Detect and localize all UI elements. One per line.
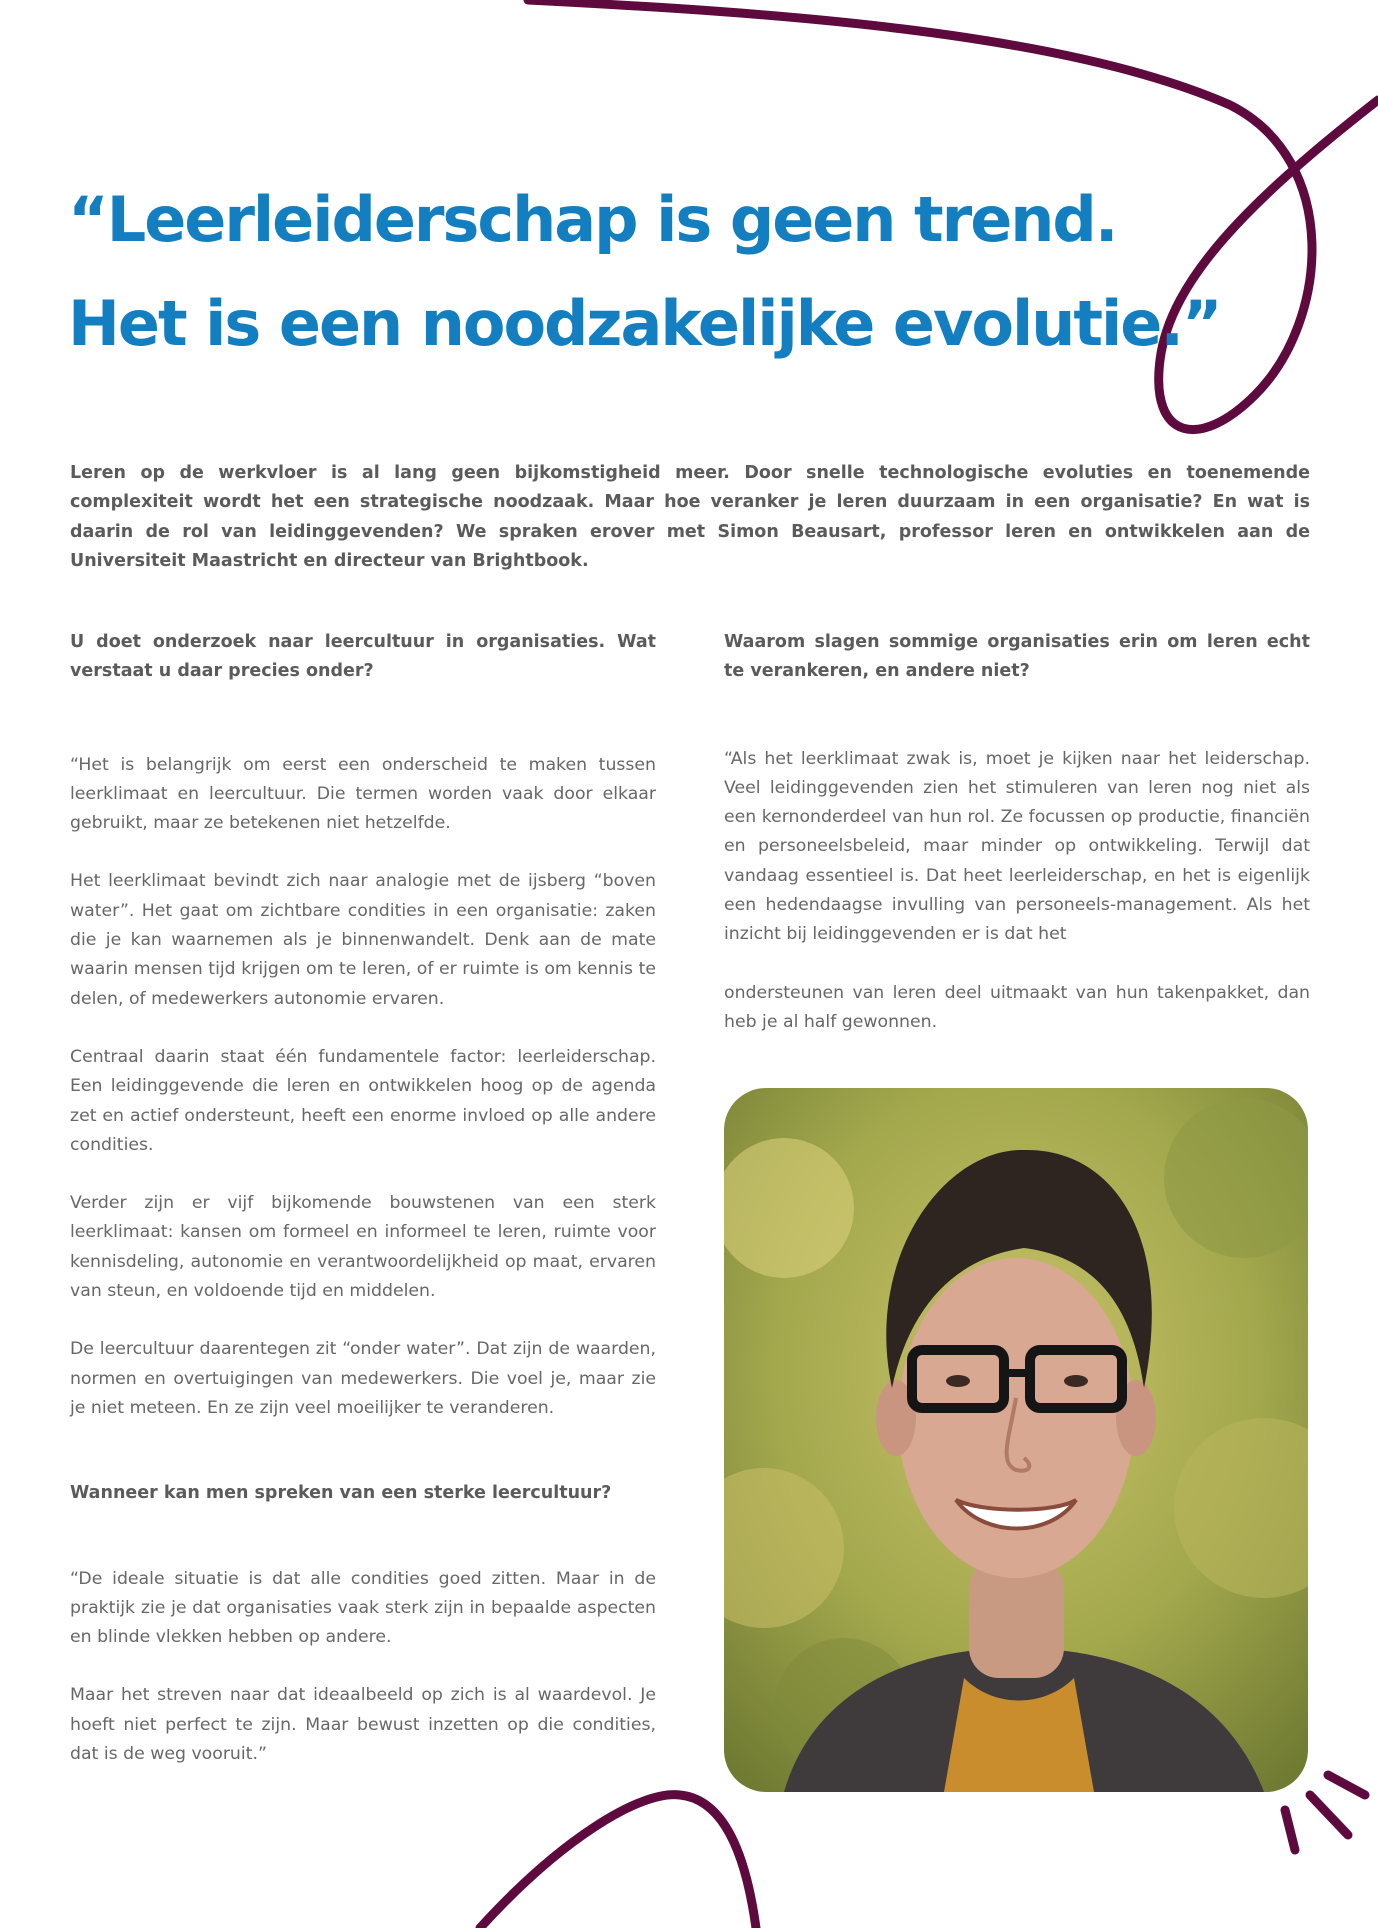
left-column (70, 628, 656, 1798)
bottom-arc-curve (480, 1795, 756, 1928)
answer-paragraph: Het leerklimaat bevindt zich naar analogie met de ijsberg “boven water”. Het gaat om zichtbare condities in een organisatie: zaken die je kan waarnemen als je binnenwandelt. Denk aan de mate waarin mensen tijd krijgen om te leren, of er ruimte is om kennis te delen, of medewerkers autonomie ervaren. (70, 871, 656, 1009)
answer-paragraph: ondersteunen van leren deel uitmaakt van hun takenpakket, dan heb je al half gewonnen. (724, 982, 1310, 1032)
intro-paragraph: Leren op de werkvloer is al lang geen bijkomstigheid meer. Door snelle technologische evoluties en toenemende complexiteit wordt het een strategische noodzaak. Maar hoe veranker je leren duurzaam in een organisatie? En wat is daarin de rol van leidinggevenden? We spraken erover met Simon Beausart, professor leren en ontwikkelen aan de Universiteit Maastricht en directeur van Brightbook. (70, 463, 1310, 571)
answer-paragraph: Centraal daarin staat één fundamentele factor: leerleiderschap. Een leidinggevende die leren en ontwikkelen hoog op de agenda zet en actief ondersteunt, heeft een enorme invloed op alle andere condities. (70, 1046, 656, 1155)
right-column (724, 628, 1310, 1066)
answer-paragraph: Maar het streven naar dat ideaalbeeld op zich is al waardevol. Je hoeft niet perfect te zijn. Maar bewust inzetten op die condities, dat is de weg vooruit.” (70, 1685, 656, 1765)
answer-paragraph: “Het is belangrijk om eerst een onderscheid te maken tussen leerklimaat en leercultuur. Die termen worden vaak door elkaar gebruikt, maar ze betekenen niet hetzelfde. (70, 754, 656, 834)
headline-line-2: Het is een noodzakelijke evolutie.” (68, 287, 1221, 360)
portrait-photo (724, 1088, 1308, 1792)
question-sterke-leercultuur: Wanneer kan men spreken van een sterke leercultuur? (70, 1483, 612, 1504)
pull-quote-headline (68, 168, 1221, 376)
answer-paragraph: De leercultuur daarentegen zit “onder water”. Dat zijn de waarden, normen en overtuigingen van medewerkers. Die voel je, maar zie je niet meteen. En ze zijn veel moeilijker te veranderen. (70, 1339, 656, 1418)
answer-paragraph: Verder zijn er vijf bijkomende bouwstenen van een sterk leerklimaat: kansen om formeel en informeel te leren, ruimte voor kennisdeling, autonomie en verantwoordelijkheid op maat, ervaren van steun, en voldoende tijd en middelen. (70, 1193, 656, 1302)
answer-paragraph: “Als het leerklimaat zwak is, moet je kijken naar het leiderschap. Veel leidinggevenden zien het stimuleren van leren nog niet als een kernonderdeel van hun rol. Ze focussen op productie, financiën en personeelsbeleid, maar minder op ontwikkeling. Terwijl dat vandaag essentieel is. Dat heet leerleiderschap, en het is eigenlijk een hedendaagse invulling van personeels-management. Als het inzicht bij leidinggevenden er is dat het (724, 748, 1310, 945)
answer-paragraph: “De ideale situatie is dat alle condities goed zitten. Maar in de praktijk zie je dat organisaties vaak sterk zijn in bepaalde aspecten en blinde vlekken hebben op andere. (70, 1568, 656, 1648)
headline-line-1: “Leerleiderschap is geen trend. (68, 183, 1117, 256)
question-verankeren: Waarom slagen sommige organisaties erin om leren echt te verankeren, en andere niet? (724, 632, 1310, 682)
sparkle-strokes (1285, 1775, 1365, 1850)
question-leercultuur: U doet onderzoek naar leercultuur in organisaties. Wat verstaat u daar precies onder? (70, 632, 656, 682)
